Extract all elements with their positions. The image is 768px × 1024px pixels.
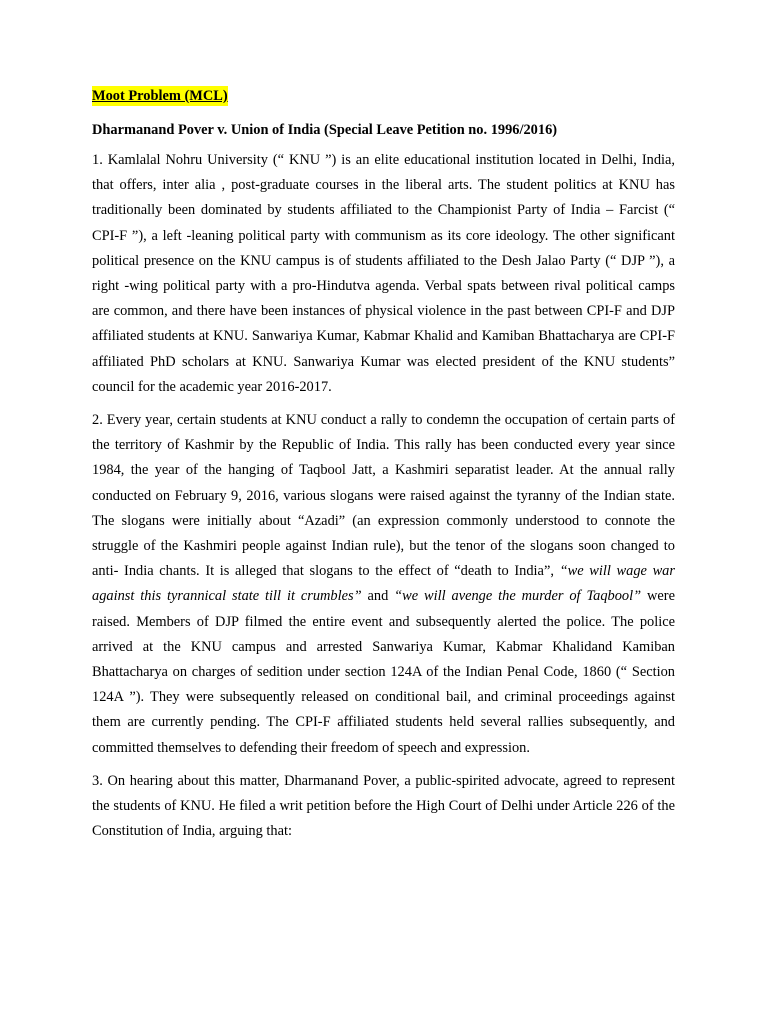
paragraph-2-text-a: 2. Every year, certain students at KNU conduct a rally to condemn the occupation of certain parts of the territory of Kashmir by the Republic of India. This rally has been conducted every year since 1984, the year of the hanging of Taqbool Jatt, a Kashmiri separatist leader. At the annual rally conducted on February 9, 2016, various slogans were raised against the tyranny of the Indian state. The slogans were initially about “Azadi” (an expression commonly understood to connote the struggle of the Kashmiri people against Indian rule), but the tenor of the slogans soon changed to anti- India chants. It is alleged that slogans to the effect of “death to India”,	[92, 412, 675, 580]
quoted-slogan-avenge: “we will avenge the murder of Taqbool”	[394, 588, 642, 605]
case-title: Dharmanand Pover v. Union of India (Special Leave Petition no. 1996/2016)	[92, 122, 558, 138]
moot-problem-heading: Moot Problem (MCL)	[92, 88, 228, 104]
document-page	[92, 86, 675, 844]
paragraph-3: 3. On hearing about this matter, Dharmanand Pover, a public-spirited advocate, agreed to represent the students of KNU. He filed a writ petition before the High Court of Delhi under Article 226 of the Constitution of India, arguing that:	[92, 772, 675, 840]
paragraph-2-and: and	[367, 588, 389, 605]
paragraph-2	[92, 408, 675, 761]
paragraph-2-text-b: were raised. Members of DJP filmed the entire event and subsequently alerted the police. The police arrived at the KNU campus and arrested Sanwariya Kumar, Kabmar Khalidand Kamiban Bhattacharya on charges of sedition under section 124A of the Indian Penal Code, 1860 (“ Section 124A ”). They were subsequently released on conditional bail, and criminal proceedings against them are currently pending. The CPI-F affiliated students held several rallies subsequently, and committed themselves to defending their freedom of speech and expression.	[92, 588, 675, 756]
paragraph-1: 1. Kamlalal Nohru University (“ KNU ”) is an elite educational institution located in Delhi, India, that offers, inter alia , post-graduate courses in the liberal arts. The student politics at KNU has traditionally been dominated by students affiliated to the Championist Party of India – Farcist (“ CPI-F ”), a left -leaning political party with communism as its core ideology. The other significant political presence on the KNU campus is of students affiliated to the Desh Jalao Party (“ DJP ”), a right -wing political party with a pro-Hindutva agenda. Verbal spats between rival political camps are common, and there have been instances of physical violence in the past between CPI-F and DJP affiliated students at KNU. Sanwariya Kumar, Kabmar Khalid and Kamiban Bhattacharya are CPI-F affiliated PhD scholars at KNU. Sanwariya Kumar was elected president of the KNU students” council for the academic year 2016-2017.	[92, 152, 675, 395]
quoted-slogan-war: “we will wage war against this tyrannical state till it crumbles”	[92, 563, 675, 605]
